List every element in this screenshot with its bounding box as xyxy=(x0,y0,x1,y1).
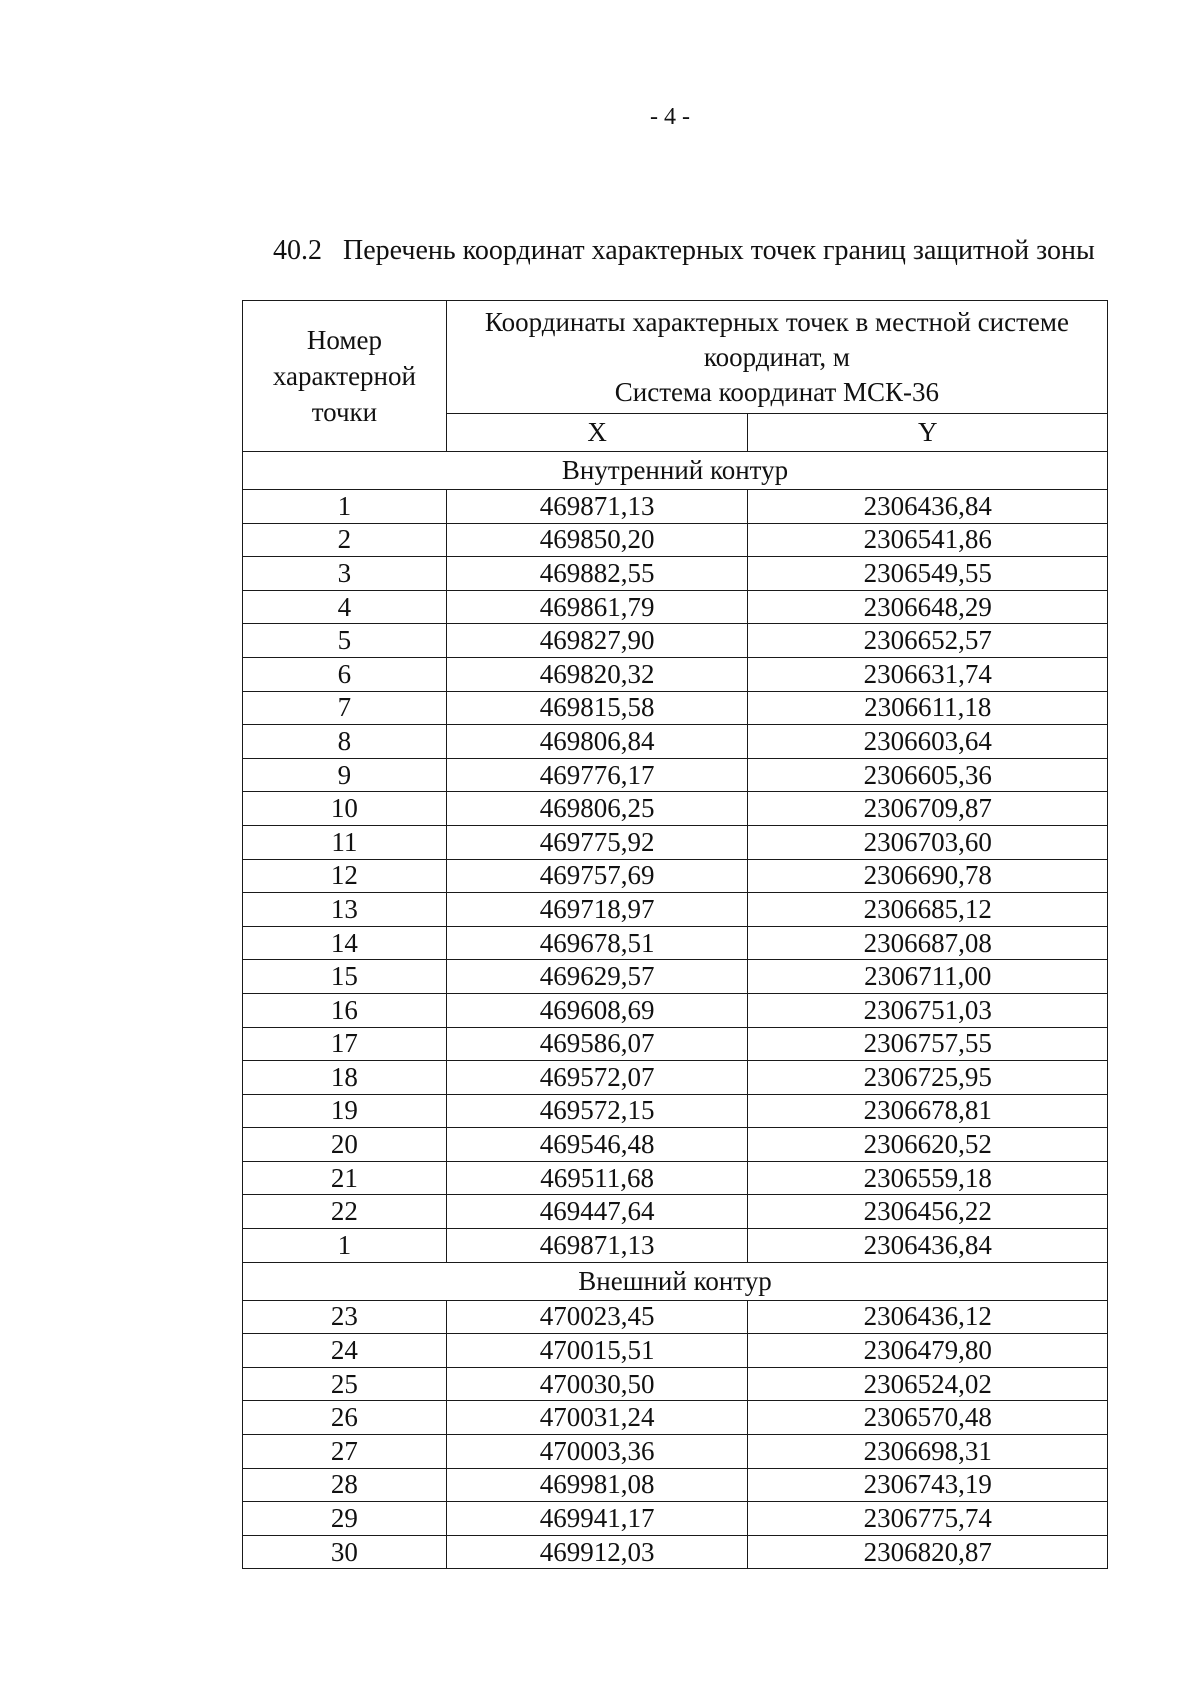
table-row xyxy=(243,960,1108,994)
x-coordinate-cell: 469511,68 xyxy=(446,1161,748,1195)
page-number: - 4 - xyxy=(650,104,690,130)
y-coordinate-cell: 2306436,84 xyxy=(748,1229,1108,1263)
x-coordinate-cell: 469981,08 xyxy=(446,1468,748,1502)
table-row xyxy=(243,1435,1108,1469)
table-row xyxy=(243,1468,1108,1502)
x-coordinate-cell: 469871,13 xyxy=(446,1229,748,1263)
table-row xyxy=(243,590,1108,624)
point-number-cell: 18 xyxy=(243,1061,447,1095)
point-number-cell: 21 xyxy=(243,1161,447,1195)
x-coordinate-cell: 469815,58 xyxy=(446,691,748,725)
x-coordinate-cell: 470023,45 xyxy=(446,1300,748,1334)
y-coordinate-cell: 2306603,64 xyxy=(748,725,1108,759)
point-number-cell: 11 xyxy=(243,825,447,859)
point-number-cell: 28 xyxy=(243,1468,447,1502)
x-coordinate-cell: 469850,20 xyxy=(446,523,748,557)
point-number-header: Номер характерной точки xyxy=(243,301,447,452)
point-number-cell: 10 xyxy=(243,792,447,826)
point-number-cell: 14 xyxy=(243,926,447,960)
table-row xyxy=(243,1334,1108,1368)
point-number-cell: 1 xyxy=(243,1229,447,1263)
y-column-header: Y xyxy=(748,414,1108,452)
section-label: Внутренний контур xyxy=(243,452,1108,490)
point-number-cell: 6 xyxy=(243,657,447,691)
point-number-cell: 20 xyxy=(243,1128,447,1162)
y-coordinate-cell: 2306690,78 xyxy=(748,859,1108,893)
table-row xyxy=(243,825,1108,859)
x-coordinate-cell: 469820,32 xyxy=(446,657,748,691)
table-row xyxy=(243,758,1108,792)
point-number-cell: 1 xyxy=(243,490,447,524)
table-row xyxy=(243,792,1108,826)
point-number-cell: 19 xyxy=(243,1094,447,1128)
table-body xyxy=(243,452,1108,1569)
x-coordinate-cell: 469586,07 xyxy=(446,1027,748,1061)
y-coordinate-cell: 2306559,18 xyxy=(748,1161,1108,1195)
table-row xyxy=(243,1027,1108,1061)
section-label: Внешний контур xyxy=(243,1262,1108,1300)
point-number-cell: 5 xyxy=(243,624,447,658)
table-row xyxy=(243,1229,1108,1263)
point-number-cell: 8 xyxy=(243,725,447,759)
table-row xyxy=(243,1061,1108,1095)
table-row xyxy=(243,1195,1108,1229)
coordinates-header-line1: Координаты характерных точек в местной системе xyxy=(484,306,1069,337)
point-number-cell: 24 xyxy=(243,1334,447,1368)
y-coordinate-cell: 2306711,00 xyxy=(748,960,1108,994)
y-coordinate-cell: 2306479,80 xyxy=(748,1334,1108,1368)
section-row xyxy=(243,452,1108,490)
point-number-cell: 9 xyxy=(243,758,447,792)
y-coordinate-cell: 2306775,74 xyxy=(748,1502,1108,1536)
y-coordinate-cell: 2306631,74 xyxy=(748,657,1108,691)
table-row xyxy=(243,1161,1108,1195)
x-column-header: X xyxy=(446,414,748,452)
table-row xyxy=(243,1300,1108,1334)
point-number-cell: 17 xyxy=(243,1027,447,1061)
y-coordinate-cell: 2306605,36 xyxy=(748,758,1108,792)
x-coordinate-cell: 469806,25 xyxy=(446,792,748,826)
x-coordinate-cell: 469827,90 xyxy=(446,624,748,658)
point-number-cell: 23 xyxy=(243,1300,447,1334)
y-coordinate-cell: 2306687,08 xyxy=(748,926,1108,960)
coordinates-header-line2: координат, м xyxy=(703,341,851,372)
y-coordinate-cell: 2306436,12 xyxy=(748,1300,1108,1334)
table-row xyxy=(243,1401,1108,1435)
y-coordinate-cell: 2306648,29 xyxy=(748,590,1108,624)
coordinate-system-label: Система координат МСК-36 xyxy=(614,376,940,407)
table-row xyxy=(243,657,1108,691)
y-coordinate-cell: 2306709,87 xyxy=(748,792,1108,826)
y-coordinate-cell: 2306743,19 xyxy=(748,1468,1108,1502)
coordinates-header xyxy=(446,301,1107,414)
point-number-cell: 13 xyxy=(243,893,447,927)
x-coordinate-cell: 470003,36 xyxy=(446,1435,748,1469)
y-coordinate-cell: 2306541,86 xyxy=(748,523,1108,557)
y-coordinate-cell: 2306685,12 xyxy=(748,893,1108,927)
coordinates-table xyxy=(242,300,1108,1569)
table-row xyxy=(243,624,1108,658)
x-coordinate-cell: 469776,17 xyxy=(446,758,748,792)
x-coordinate-cell: 469572,15 xyxy=(446,1094,748,1128)
table-row xyxy=(243,523,1108,557)
y-coordinate-cell: 2306820,87 xyxy=(748,1535,1108,1569)
point-number-cell: 29 xyxy=(243,1502,447,1536)
section-row xyxy=(243,1262,1108,1300)
y-coordinate-cell: 2306549,55 xyxy=(748,557,1108,591)
x-coordinate-cell: 469941,17 xyxy=(446,1502,748,1536)
y-coordinate-cell: 2306611,18 xyxy=(748,691,1108,725)
y-coordinate-cell: 2306652,57 xyxy=(748,624,1108,658)
point-number-cell: 3 xyxy=(243,557,447,591)
point-number-cell: 2 xyxy=(243,523,447,557)
section-heading xyxy=(273,235,1095,267)
x-coordinate-cell: 469775,92 xyxy=(446,825,748,859)
table-row xyxy=(243,691,1108,725)
point-number-cell: 30 xyxy=(243,1535,447,1569)
x-coordinate-cell: 469608,69 xyxy=(446,993,748,1027)
table-row xyxy=(243,926,1108,960)
x-coordinate-cell: 469912,03 xyxy=(446,1535,748,1569)
y-coordinate-cell: 2306678,81 xyxy=(748,1094,1108,1128)
table-row xyxy=(243,993,1108,1027)
x-coordinate-cell: 469861,79 xyxy=(446,590,748,624)
y-coordinate-cell: 2306524,02 xyxy=(748,1367,1108,1401)
x-coordinate-cell: 469572,07 xyxy=(446,1061,748,1095)
point-number-cell: 12 xyxy=(243,859,447,893)
y-coordinate-cell: 2306751,03 xyxy=(748,993,1108,1027)
y-coordinate-cell: 2306620,52 xyxy=(748,1128,1108,1162)
table-row xyxy=(243,1535,1108,1569)
x-coordinate-cell: 469718,97 xyxy=(446,893,748,927)
x-coordinate-cell: 470031,24 xyxy=(446,1401,748,1435)
table-row xyxy=(243,1128,1108,1162)
x-coordinate-cell: 469447,64 xyxy=(446,1195,748,1229)
point-number-cell: 16 xyxy=(243,993,447,1027)
y-coordinate-cell: 2306436,84 xyxy=(748,490,1108,524)
x-coordinate-cell: 469871,13 xyxy=(446,490,748,524)
point-number-cell: 7 xyxy=(243,691,447,725)
x-coordinate-cell: 470015,51 xyxy=(446,1334,748,1368)
table-row xyxy=(243,725,1108,759)
table-row xyxy=(243,490,1108,524)
y-coordinate-cell: 2306698,31 xyxy=(748,1435,1108,1469)
y-coordinate-cell: 2306703,60 xyxy=(748,825,1108,859)
point-number-cell: 25 xyxy=(243,1367,447,1401)
y-coordinate-cell: 2306725,95 xyxy=(748,1061,1108,1095)
point-number-cell: 27 xyxy=(243,1435,447,1469)
point-number-cell: 15 xyxy=(243,960,447,994)
table-row xyxy=(243,893,1108,927)
section-number: 40.2 xyxy=(273,235,322,266)
y-coordinate-cell: 2306456,22 xyxy=(748,1195,1108,1229)
table-row xyxy=(243,1502,1108,1536)
x-coordinate-cell: 469757,69 xyxy=(446,859,748,893)
table-row xyxy=(243,859,1108,893)
table-row xyxy=(243,1367,1108,1401)
y-coordinate-cell: 2306757,55 xyxy=(748,1027,1108,1061)
y-coordinate-cell: 2306570,48 xyxy=(748,1401,1108,1435)
point-number-cell: 26 xyxy=(243,1401,447,1435)
x-coordinate-cell: 469882,55 xyxy=(446,557,748,591)
section-title: Перечень координат характерных точек границ защитной зоны xyxy=(343,235,1095,266)
x-coordinate-cell: 469678,51 xyxy=(446,926,748,960)
x-coordinate-cell: 469629,57 xyxy=(446,960,748,994)
table-row xyxy=(243,1094,1108,1128)
x-coordinate-cell: 469546,48 xyxy=(446,1128,748,1162)
x-coordinate-cell: 469806,84 xyxy=(446,725,748,759)
table-row xyxy=(243,557,1108,591)
point-number-cell: 22 xyxy=(243,1195,447,1229)
x-coordinate-cell: 470030,50 xyxy=(446,1367,748,1401)
point-number-cell: 4 xyxy=(243,590,447,624)
